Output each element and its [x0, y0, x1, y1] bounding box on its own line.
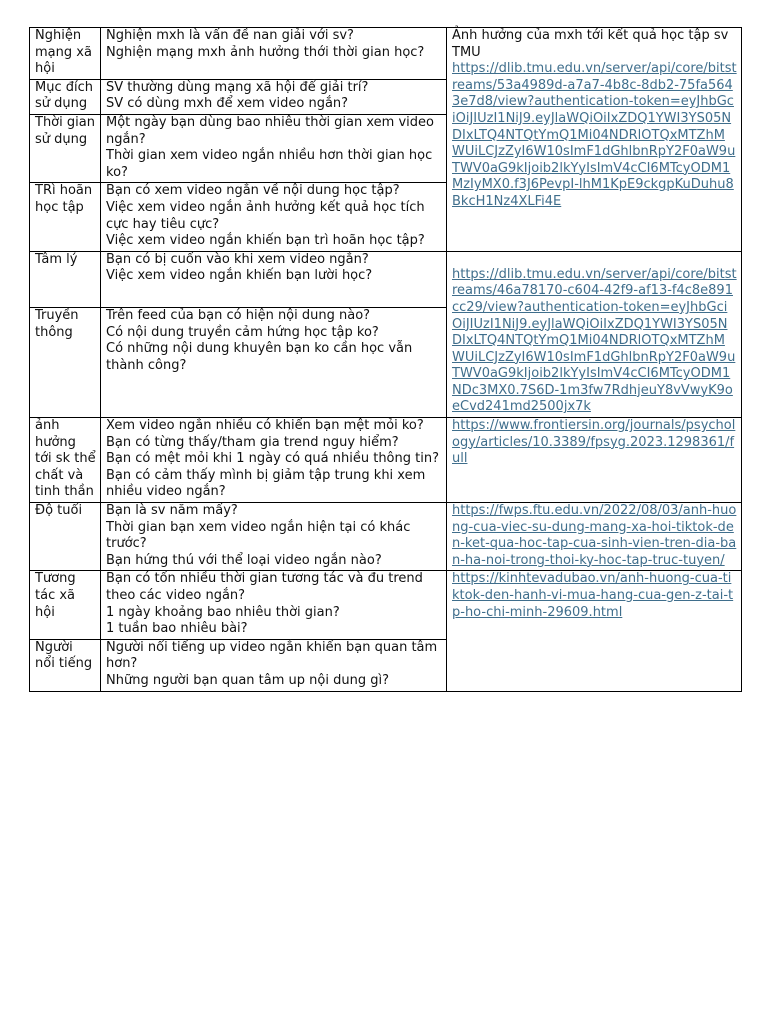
question-text: Bạn có bị cuốn vào khi xem video ngắn? — [106, 251, 369, 267]
question-text: Bạn hứng thú với thể loại video ngắn nào? — [106, 552, 382, 568]
question-text: Nghiện mxh là vấn đề nan giải với sv? — [106, 28, 354, 43]
questions-cell — [101, 418, 447, 503]
question-text: SV thường dùng mạng xã hội để giải trí? — [106, 79, 369, 95]
question-text: Nghiện mạng mxh ảnh hưởng thới thời gian học? — [106, 44, 425, 60]
reference-cell — [447, 503, 742, 571]
questions-cell — [101, 251, 447, 308]
topic-cell: Độ tuổi — [30, 503, 101, 571]
research-outline-table — [29, 27, 742, 692]
questions-cell — [101, 114, 447, 182]
reference-cell — [447, 418, 742, 503]
table-row — [30, 28, 742, 80]
topic-cell: TRì hoãn học tập — [30, 183, 101, 251]
topic-cell: Thời gian sử dụng — [30, 114, 101, 182]
reference-link[interactable]: https://www.frontiersin.org/journals/psychology/articles/10.3389/fpsyg.2023.1298361/full — [452, 418, 736, 467]
question-text: Bạn có tốn nhiều thời gian tương tác và đu trend theo các video ngắn? — [106, 571, 423, 603]
question-text: Thời gian bạn xem video ngắn hiện tại có khác trước? — [106, 519, 411, 552]
topic-cell: Tương tác xã hội — [30, 571, 101, 639]
topic-cell: ảnh hưởng tới sk thể chất và tinh thần — [30, 418, 101, 503]
topic-cell: Tâm lý — [30, 251, 101, 308]
question-text: Bạn có mệt mỏi khi 1 ngày có quá nhiều thông tin? — [106, 451, 439, 467]
questions-cell — [101, 503, 447, 571]
question-text: 1 ngày khoảng bao nhiêu thời gian? — [106, 604, 340, 620]
reference-cell — [447, 28, 742, 252]
questions-cell — [101, 571, 447, 639]
topic-cell: Truyền thông — [30, 308, 101, 418]
reference-cell — [447, 571, 742, 691]
questions-cell — [101, 308, 447, 418]
question-text: Việc xem video ngắn ảnh hưởng kết quả học tích cực hay tiêu cực? — [106, 199, 425, 232]
question-text: Xem video ngắn nhiều có khiến bạn mệt mỏi ko? — [106, 418, 424, 434]
questions-cell — [101, 183, 447, 251]
reference-link[interactable]: https://fwps.ftu.edu.vn/2022/08/03/anh-huong-cua-viec-su-dung-mang-xa-hoi-tiktok-den-ket-qua-hoc-tap-cua-sinh-vien-tren-dia-ban-ha-noi-trong-thoi-ky-hoc-tap-truc-tuyen/ — [452, 503, 737, 568]
reference-link[interactable]: https://kinhtevadubao.vn/anh-huong-cua-tiktok-den-hanh-vi-mua-hang-cua-gen-z-tai-tp-ho-chi-minh-29609.html — [452, 571, 734, 620]
question-text: Có những nội dung khuyên bạn ko cần học vẫn thành công? — [106, 341, 413, 374]
question-text: Bạn là sv năm mấy? — [106, 503, 238, 519]
question-text: Bạn có xem video ngắn về nội dung học tập? — [106, 183, 400, 199]
question-text: Một ngày bạn dùng bao nhiêu thời gian xem video ngắn? — [106, 114, 434, 147]
question-text: 1 tuần bao nhiêu bài? — [106, 621, 248, 637]
reference-cell — [447, 251, 742, 417]
reference-link[interactable]: https://dlib.tmu.edu.vn/server/api/core/bitstreams/46a78170-c604-42f9-af13-f4c8e891cc29/view?authentication-token=eyJhbGciOiJIUzI1NiJ9.eyJlaWQiOiIxZDQ1YWI3YS05NDIxLTQ4NTQtYmQ1Mi04NDRlOTQxMTZhMWUiLCJzZyI6W10sImF1dGhlbnRpY2F0aW9uTWV0aG9kIjoib2lkYyIsImV4cCI6MTcyODM1NDc3MX0.7S6D-1m3fw7RdhjeuY8vVwyK9oeCvd241md2500jx7k — [452, 266, 737, 415]
questions-cell — [101, 79, 447, 114]
question-text: Người nổi tiếng up video ngắn khiến bạn quan tâm hơn? — [106, 639, 438, 672]
question-text: Những người bạn quan tâm up nội dung gì? — [106, 672, 389, 688]
reference-link[interactable]: https://dlib.tmu.edu.vn/server/api/core/bitstreams/53a4989d-a7a7-4b8c-8db2-75fa5643e7d8/view?authentication-token=eyJhbGciOiJIUzI1NiJ9.eyJlaWQiOiIxZDQ1YWI3YS05NDIxLTQ4NTQtYmQ1Mi04NDRlOTQxMTZhMWUiLCJzZyI6W10sImF1dGhlbnRpY2F0aW9uTWV0aG9kIjoib2lkYyIsImV4cCI6MTcyODM1MzIyMX0.f3J6PevpI-lhM1KpE9ckgpKuDuhu8BkcH1Nz4XLFi4E — [452, 61, 737, 209]
question-text: Bạn có từng thấy/tham gia trend nguy hiểm? — [106, 434, 399, 450]
topic-cell: Người nổi tiếng — [30, 639, 101, 691]
question-text: Trên feed của bạn có hiện nội dung nào? — [106, 308, 371, 324]
question-text: Thời gian xem video ngắn nhiều hơn thời gian học ko? — [106, 148, 433, 180]
question-text: Việc xem video ngắn khiến bạn lười học? — [106, 268, 373, 284]
reference-title: Ảnh hưởng của mxh tới kết quả học tập sv TMU — [452, 28, 729, 60]
questions-cell — [101, 28, 447, 80]
question-text: Có nội dung truyền cảm hứng học tập ko? — [106, 324, 379, 340]
table-row — [30, 251, 742, 308]
table-row — [30, 418, 742, 503]
topic-cell: Mục đích sử dụng — [30, 79, 101, 114]
questions-cell — [101, 639, 447, 691]
table-row — [30, 503, 742, 571]
topic-cell: Nghiện mạng xã hội — [30, 28, 101, 80]
question-text: SV có dùng mxh để xem video ngắn? — [106, 96, 349, 112]
question-text: Bạn có cảm thấy mình bị giảm tập trung khi xem nhiều video ngắn? — [106, 467, 426, 500]
question-text: Việc xem video ngắn khiến bạn trì hoãn học tập? — [106, 233, 425, 249]
table-row — [30, 571, 742, 639]
